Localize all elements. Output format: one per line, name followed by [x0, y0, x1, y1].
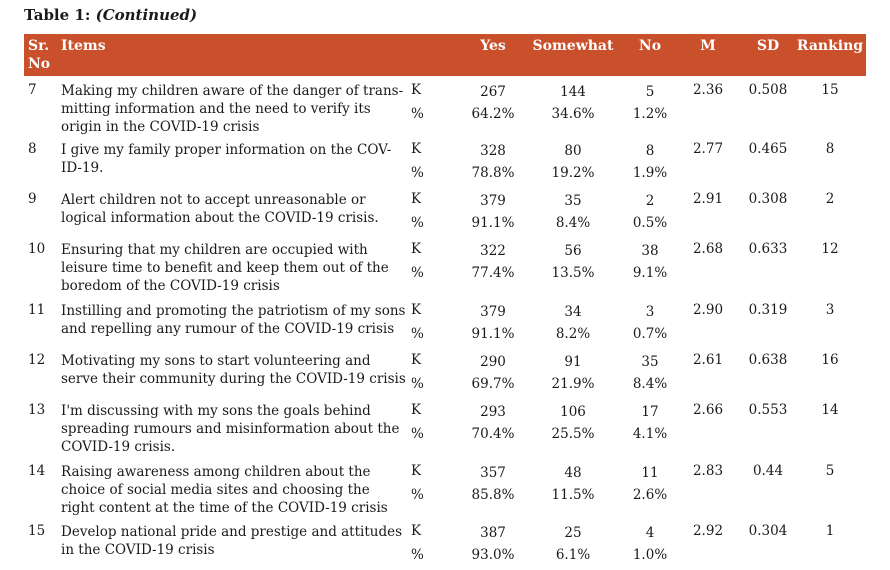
row-item-text: Motivating my sons to start volunteering and serve their community during the COVID-19 crisis: [61, 353, 406, 387]
row-yes-count: 322: [480, 243, 506, 259]
row-ranking: 1: [825, 523, 835, 539]
row-some-percent: 8.4%: [555, 215, 591, 231]
row-some-percent: 25.5%: [551, 426, 595, 442]
row-number: 11: [28, 302, 46, 318]
row-some-count: 56: [564, 243, 582, 259]
row-no-percent: 0.5%: [632, 215, 668, 231]
row-item-text: Raising awareness among children about the choice of social media sites and choosing the right content at the time of the COVID-19 crisis: [61, 464, 388, 516]
header-sr: Sr.: [28, 38, 50, 54]
row-number: 12: [28, 352, 46, 368]
header-m: M: [700, 38, 716, 54]
row-number: 13: [28, 402, 46, 418]
row-mean: 2.36: [692, 82, 724, 98]
row-sd: 0.308: [748, 191, 788, 207]
row-no-percent: 0.7%: [632, 326, 668, 342]
row-yes-count: 357: [480, 465, 506, 481]
row-no-count: 11: [641, 465, 659, 481]
row-no-count: 2: [645, 193, 655, 209]
row-some-count: 80: [564, 143, 582, 159]
row-mean: 2.61: [692, 352, 724, 368]
row-ranking: 5: [825, 463, 835, 479]
row-some-percent: 11.5%: [551, 487, 595, 503]
row-some-count: 91: [564, 354, 582, 370]
row-mean: 2.77: [692, 141, 724, 157]
row-yes-percent: 69.7%: [471, 376, 515, 392]
row-some-percent: 6.1%: [555, 547, 591, 563]
row-no-count: 8: [645, 143, 655, 159]
header-no-col: No: [638, 38, 662, 54]
header-no: No: [28, 56, 51, 72]
row-yes-count: 379: [480, 304, 506, 320]
row-no-count: 38: [641, 243, 659, 259]
row-no-count: 35: [641, 354, 659, 370]
row-some-percent: 19.2%: [551, 165, 595, 181]
row-ranking: 2: [825, 191, 835, 207]
row-no-count: 5: [645, 84, 655, 100]
row-sd: 0.508: [748, 82, 788, 98]
row-ranking: 8: [825, 141, 835, 157]
row-pct-label: %: [411, 376, 424, 392]
row-yes-percent: 85.8%: [471, 487, 515, 503]
row-k-label: K: [411, 241, 422, 257]
row-number: 10: [28, 241, 46, 257]
caption-label: Table 1:: [24, 6, 91, 24]
row-item-text: Alert children not to accept unreasonable or logical information about the COVID-19 crisis.: [61, 192, 379, 226]
row-yes-percent: 78.8%: [471, 165, 515, 181]
row-k-label: K: [411, 141, 422, 157]
row-k-label: K: [411, 82, 422, 98]
row-some-percent: 34.6%: [551, 106, 595, 122]
row-no-percent: 8.4%: [632, 376, 668, 392]
row-yes-percent: 93.0%: [471, 547, 515, 563]
row-yes-count: 290: [480, 354, 506, 370]
row-some-count: 34: [564, 304, 582, 320]
row-pct-label: %: [411, 106, 424, 122]
header-yes: Yes: [480, 38, 506, 54]
row-k-label: K: [411, 463, 422, 479]
row-yes-count: 379: [480, 193, 506, 209]
row-item-text: Ensuring that my children are occupied with leisure time to benefit and keep them out of the boredom of the COVID-19 crisis: [61, 242, 389, 294]
row-sd: 0.304: [748, 523, 788, 539]
row-no-percent: 1.0%: [632, 547, 668, 563]
row-no-percent: 9.1%: [632, 265, 668, 281]
row-no-percent: 2.6%: [632, 487, 668, 503]
row-some-percent: 13.5%: [551, 265, 595, 281]
header-sd: SD: [756, 38, 780, 54]
row-no-percent: 1.2%: [632, 106, 668, 122]
row-yes-percent: 91.1%: [471, 215, 515, 231]
row-pct-label: %: [411, 426, 424, 442]
row-item-text: I'm discussing with my sons the goals behind spreading rumours and misinformation about the COVID-19 crisis.: [61, 403, 400, 455]
row-pct-label: %: [411, 326, 424, 342]
header-ranking: Ranking: [796, 38, 864, 54]
row-k-label: K: [411, 402, 422, 418]
row-yes-percent: 77.4%: [471, 265, 515, 281]
row-yes-count: 267: [480, 84, 506, 100]
row-yes-count: 293: [480, 404, 506, 420]
caption-continued: (Continued): [95, 6, 198, 24]
row-sd: 0.44: [752, 463, 784, 479]
row-sd: 0.553: [748, 402, 788, 418]
row-some-count: 106: [560, 404, 586, 420]
row-some-count: 25: [564, 525, 582, 541]
row-yes-count: 328: [480, 143, 506, 159]
header-somewhat: Somewhat: [532, 38, 614, 54]
row-number: 8: [28, 141, 37, 157]
row-k-label: K: [411, 302, 422, 318]
row-mean: 2.68: [692, 241, 724, 257]
row-item-text: I give my family proper information on the COV-ID-19.: [61, 142, 392, 176]
row-pct-label: %: [411, 265, 424, 281]
row-k-label: K: [411, 523, 422, 539]
row-sd: 0.465: [748, 141, 788, 157]
row-mean: 2.91: [692, 191, 724, 207]
row-number: 9: [28, 191, 37, 207]
row-mean: 2.83: [692, 463, 724, 479]
row-pct-label: %: [411, 487, 424, 503]
row-pct-label: %: [411, 165, 424, 181]
table-caption: [24, 6, 197, 24]
row-yes-percent: 70.4%: [471, 426, 515, 442]
row-no-count: 4: [645, 525, 655, 541]
row-item-text: Develop national pride and prestige and attitudes in the COVID-19 crisis: [61, 524, 403, 558]
row-number: 7: [28, 82, 37, 98]
row-ranking: 15: [821, 82, 839, 98]
row-some-percent: 21.9%: [551, 376, 595, 392]
row-yes-percent: 91.1%: [471, 326, 515, 342]
row-some-count: 144: [560, 84, 586, 100]
row-item-text: Instilling and promoting the patriotism of my sons and repelling any rumour of the COVID-19 crisis: [61, 303, 406, 337]
row-mean: 2.66: [692, 402, 724, 418]
row-ranking: 16: [821, 352, 839, 368]
row-no-count: 17: [641, 404, 659, 420]
row-ranking: 14: [821, 402, 839, 418]
row-yes-percent: 64.2%: [471, 106, 515, 122]
row-k-label: K: [411, 191, 422, 207]
row-ranking: 12: [821, 241, 839, 257]
row-sd: 0.633: [748, 241, 788, 257]
row-some-count: 35: [564, 193, 582, 209]
row-no-percent: 4.1%: [632, 426, 668, 442]
row-pct-label: %: [411, 547, 424, 563]
row-k-label: K: [411, 352, 422, 368]
row-mean: 2.92: [692, 523, 724, 539]
row-ranking: 3: [825, 302, 835, 318]
row-pct-label: %: [411, 215, 424, 231]
row-number: 15: [28, 523, 46, 539]
row-sd: 0.319: [748, 302, 788, 318]
row-number: 14: [28, 463, 46, 479]
row-some-percent: 8.2%: [555, 326, 591, 342]
row-no-percent: 1.9%: [632, 165, 668, 181]
table-header: [24, 34, 866, 76]
header-items: Items: [61, 38, 106, 54]
row-no-count: 3: [645, 304, 655, 320]
row-sd: 0.638: [748, 352, 788, 368]
row-item-text: Making my children aware of the danger of trans-mitting information and the need to verify its origin in the COVID-19 crisis: [61, 83, 404, 135]
row-some-count: 48: [564, 465, 582, 481]
row-yes-count: 387: [480, 525, 506, 541]
row-mean: 2.90: [692, 302, 724, 318]
